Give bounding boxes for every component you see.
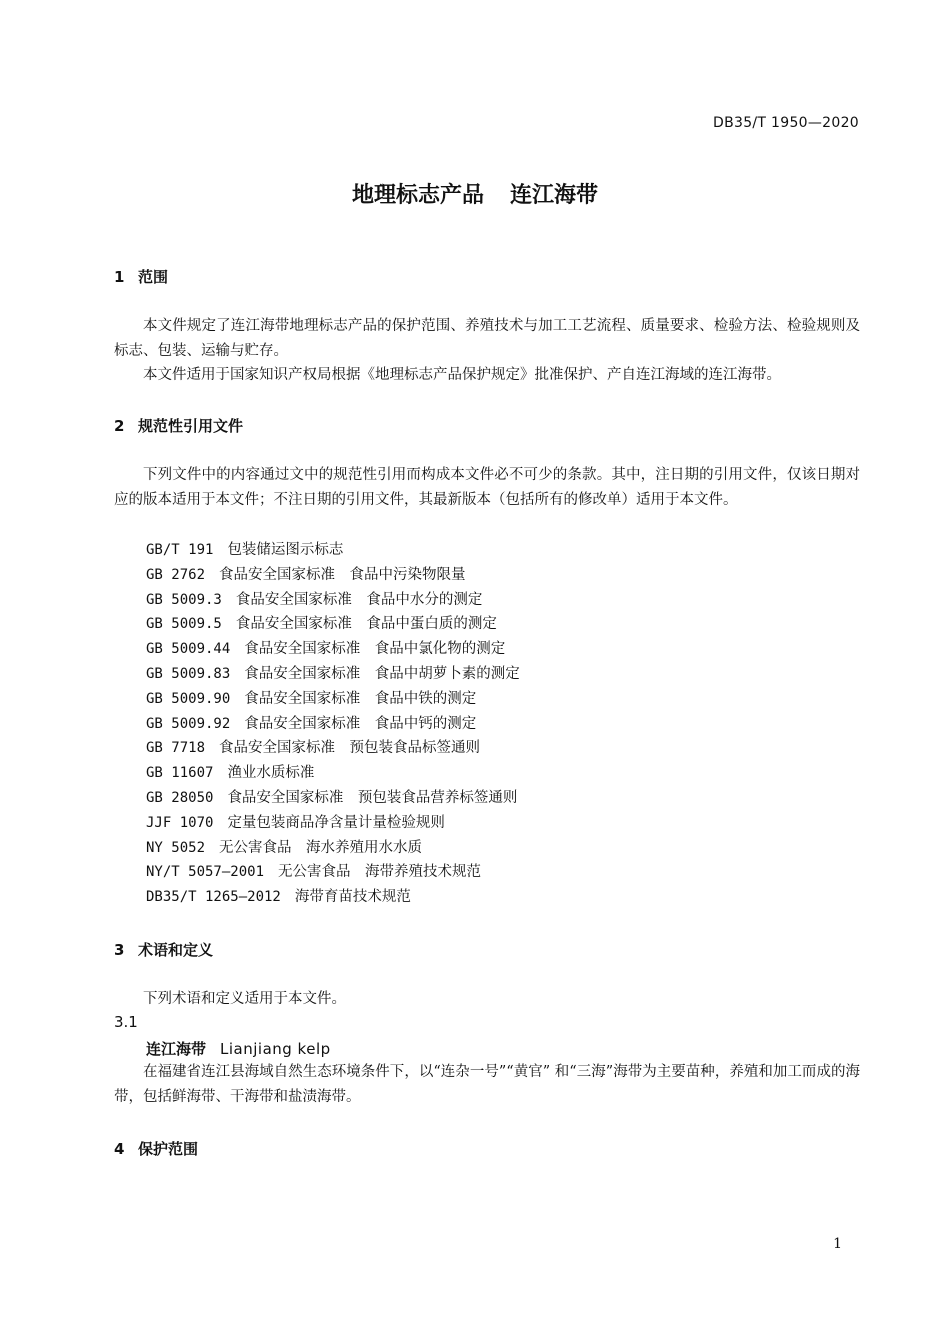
section-number: 4: [114, 1140, 125, 1158]
reference-code: GB 28050: [146, 789, 214, 806]
section-heading-protection-scope: [114, 1138, 198, 1159]
scope-paragraph-1: 本文件规定了连江海带地理标志产品的保护范围、养殖技术与加工工艺流程、质量要求、检验方法、检验规则及标志、包装、运输与贮存。: [114, 318, 860, 359]
list-item: [146, 885, 520, 910]
list-item: [146, 712, 520, 737]
reference-code: GB 2762: [146, 566, 206, 583]
reference-code: GB 11607: [146, 765, 214, 782]
section-heading-normative-references: [114, 415, 243, 436]
title-part-2: 连江海带: [510, 183, 599, 208]
list-item: [146, 761, 520, 786]
page-number: 1: [833, 1236, 842, 1252]
reference-title: 食品安全国家标准 预包装食品标签通则: [219, 740, 481, 757]
reference-title: 食品安全国家标准 食品中水分的测定: [235, 591, 483, 608]
term-name-en: Lianjiang kelp: [220, 1040, 331, 1058]
section-heading-terms: [114, 939, 213, 960]
list-item: [146, 637, 520, 662]
reference-title: 包装储运图示标志: [227, 542, 344, 558]
reference-code: JJF 1070: [146, 814, 214, 831]
document-code: DB35/T 1950—2020: [713, 115, 859, 131]
title-part-1: 地理标志产品: [351, 183, 484, 208]
term-name: [146, 1038, 331, 1059]
reference-title: 无公害食品 海水养殖用水水质: [219, 839, 423, 856]
section-title: 保护范围: [138, 1140, 199, 1158]
reference-title: 食品安全国家标准 食品中钙的测定: [244, 715, 477, 732]
reference-code: GB 5009.5: [146, 616, 222, 633]
section-title: 范围: [138, 268, 169, 286]
reference-title: 无公害食品 海带养殖技术规范: [278, 864, 482, 881]
reference-code: GB 5009.90: [146, 690, 231, 707]
list-item: [146, 736, 520, 761]
list-item: [146, 836, 520, 861]
list-item: [146, 538, 520, 563]
scope-paragraph-2: 本文件适用于国家知识产权局根据《地理标志产品保护规定》批准保护、产自连江海域的连江海带。: [143, 367, 781, 383]
reference-title: 食品安全国家标准 食品中胡萝卜素的测定: [244, 665, 520, 682]
reference-code: GB 5009.3: [146, 591, 222, 608]
section-number: 3: [114, 941, 125, 959]
references-intro-paragraph: 下列文件中的内容通过文中的规范性引用而构成本文件必不可少的条款。其中，注日期的引用文件，仅该日期对应的版本适用于本文件；不注日期的引用文件，其最新版本（包括所有的修改单）适用于本文件。: [114, 467, 860, 508]
reference-title: 食品安全国家标准 食品中氯化物的测定: [244, 641, 506, 658]
reference-title: 渔业水质标准: [227, 765, 315, 782]
list-item: [146, 612, 520, 637]
reference-code: NY/T 5057—2001: [146, 864, 265, 881]
reference-code: GB 5009.92: [146, 715, 231, 732]
section-heading-scope: [114, 266, 168, 287]
list-item: [146, 687, 520, 712]
section-title: 术语和定义: [138, 941, 214, 959]
reference-list: [146, 538, 520, 910]
reference-title: 食品安全国家标准 食品中铁的测定: [244, 690, 477, 707]
section-title: 规范性引用文件: [138, 417, 244, 435]
list-item: [146, 786, 520, 811]
reference-code: GB 7718: [146, 740, 206, 757]
list-item: [146, 662, 520, 687]
reference-code: GB 5009.44: [146, 641, 231, 658]
list-item: [146, 588, 520, 613]
section-number: 1: [114, 268, 125, 286]
reference-code: GB/T 191: [146, 542, 214, 558]
reference-title: 食品安全国家标准 食品中蛋白质的测定: [235, 616, 497, 633]
term-number: 3.1: [114, 1013, 138, 1031]
reference-title: 定量包装商品净含量计量检验规则: [227, 814, 445, 831]
reference-code: DB35/T 1265—2012: [146, 889, 281, 906]
terms-intro-paragraph: 下列术语和定义适用于本文件。: [143, 991, 346, 1007]
reference-title: 海带育苗技术规范: [294, 889, 411, 906]
reference-title: 食品安全国家标准 食品中污染物限量: [219, 566, 466, 583]
list-item: [146, 563, 520, 588]
document-title: [0, 178, 950, 209]
section-number: 2: [114, 417, 125, 435]
reference-title: 食品安全国家标准 预包装食品营养标签通则: [227, 789, 518, 806]
term-definition: 在福建省连江县海域自然生态环境条件下，以“连杂一号”“黄官” 和“三海”海带为主要苗种，养殖和加工而成的海带，包括鲜海带、干海带和盐渍海带。: [114, 1064, 860, 1105]
reference-code: GB 5009.83: [146, 665, 231, 682]
term-name-cn: 连江海带: [146, 1040, 207, 1058]
list-item: [146, 860, 520, 885]
list-item: [146, 811, 520, 836]
reference-code: NY 5052: [146, 839, 206, 856]
